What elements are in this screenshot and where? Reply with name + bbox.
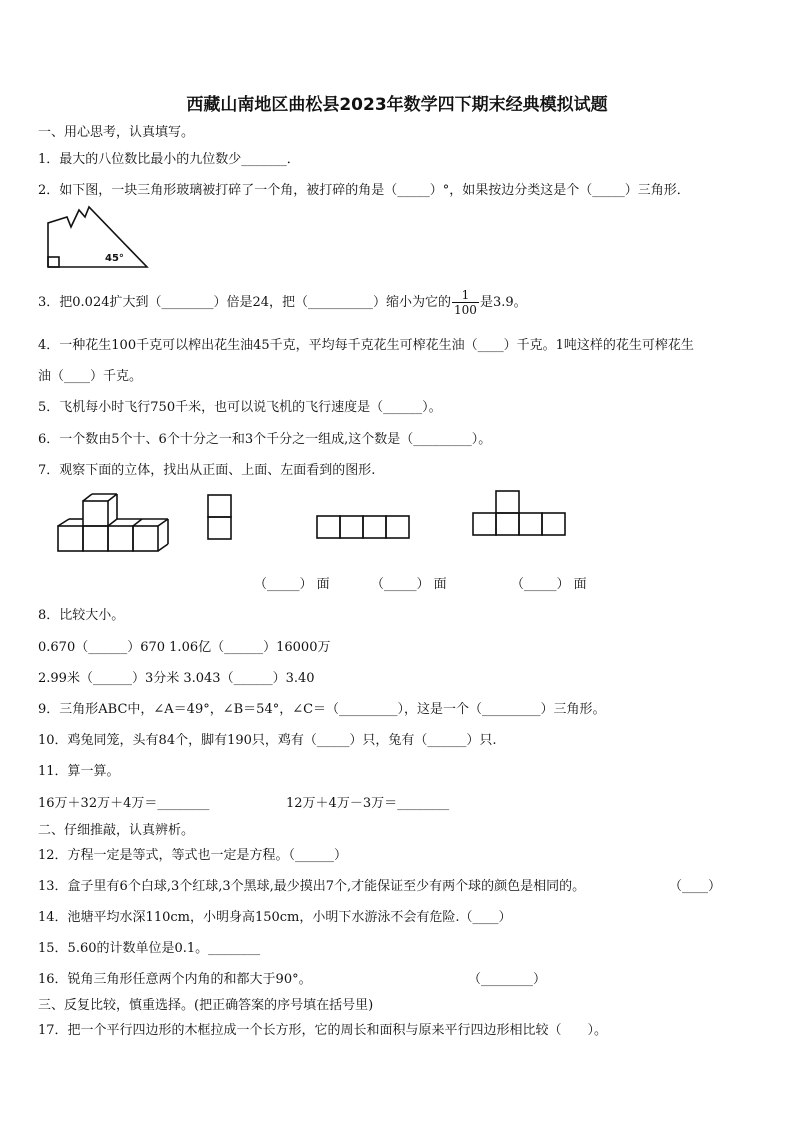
question-17: 17．把一个平行四边形的木框拉成一个长方形，它的周长和面积与原来平行四边形相比较（ ）。 <box>38 1023 608 1038</box>
cube-solid-figure <box>55 492 170 554</box>
question-8-row-2: 2.99米（______）3分米 3.043（______）3.40 <box>38 671 315 686</box>
question-2: 2．如下图，一块三角形玻璃被打碎了一个角，被打碎的角是（_____）°，如果按边分类这是个（_____）三角形． <box>38 183 690 198</box>
view-label-1: （_____） 面 <box>254 577 330 592</box>
question-14: 14．池塘平均水深110cm，小明身高150cm，小明下水游泳不会有危险.（____） <box>38 910 512 925</box>
question-7: 7．观察下面的立体，找出从正面、上面、左面看到的图形. <box>38 463 376 478</box>
question-15: 15．5.60的计数单位是0.1。________ <box>38 941 261 956</box>
question-1: 1．最大的八位数比最小的九位数少_______． <box>38 152 300 167</box>
question-5: 5．飞机每小时飞行750千米，也可以说飞机的飞行速度是（______）。 <box>38 400 442 415</box>
fraction-numerator: 1 <box>452 288 479 303</box>
angle-label: 45° <box>105 253 124 264</box>
view-figure-1 <box>205 492 235 542</box>
question-10: 10．鸡兔同笼，头有84个，脚有190只，鸡有（_____）只，兔有（______）只. <box>38 733 497 748</box>
q3-text-post: 是3.9。 <box>479 295 527 310</box>
fraction-denominator: 100 <box>454 303 477 317</box>
view-label-2: （_____） 面 <box>371 577 447 592</box>
question-6: 6．一个数由5个十、6个十分之一和3个千分之一组成,这个数是（_________）。 <box>38 432 492 447</box>
fraction <box>452 288 479 317</box>
question-16: 16．锐角三角形任意两个内角的和都大于90°。 <box>38 972 312 987</box>
question-11: 11．算一算。 <box>38 764 120 779</box>
page-title: 西藏山南地区曲松县2023年数学四下期末经典模拟试题 <box>186 95 608 115</box>
question-9: 9．三角形ABC中，∠A＝49°，∠B＝54°，∠C＝（_________），这是一个（_________）三角形。 <box>38 702 606 717</box>
question-12: 12．方程一定是等式，等式也一定是方程。（______） <box>38 848 348 863</box>
question-11-b: 12万＋4万－3万＝________ <box>286 796 450 811</box>
question-8: 8．比较大小。 <box>38 608 125 623</box>
question-11-a: 16万＋32万＋4万＝________ <box>38 796 210 811</box>
view-figure-3 <box>471 488 567 538</box>
question-3 <box>38 288 527 317</box>
view-label-3: （_____） 面 <box>511 577 587 592</box>
section-heading-1: 一、用心思考，认真填写。 <box>38 125 195 140</box>
question-16-answer: （________） <box>468 972 547 987</box>
q3-text-pre: 3．把0.024扩大到（________）倍是24，把（__________）缩小为它的 <box>38 295 452 310</box>
question-13-answer: （____） <box>669 879 722 894</box>
view-figure-2 <box>315 513 411 541</box>
question-13: 13．盒子里有6个白球,3个红球,3个黑球,最少摸出7个,才能保证至少有两个球的颜色是相同的。 <box>38 879 586 894</box>
broken-triangle-figure <box>45 205 153 271</box>
question-8-row-1: 0.670（______）670 1.06亿（______）16000万 <box>38 640 331 655</box>
section-heading-3: 三、反复比较，慎重选择。(把正确答案的序号填在括号里) <box>38 998 374 1013</box>
question-4-line-1: 4．一种花生100千克可以榨出花生油45千克，平均每千克花生可榨花生油（____）千克。1吨这样的花生可榨花生 <box>38 338 694 353</box>
section-heading-2: 二、仔细推敲，认真辨析。 <box>38 823 195 838</box>
question-4-line-2: 油（____）千克。 <box>38 369 143 384</box>
